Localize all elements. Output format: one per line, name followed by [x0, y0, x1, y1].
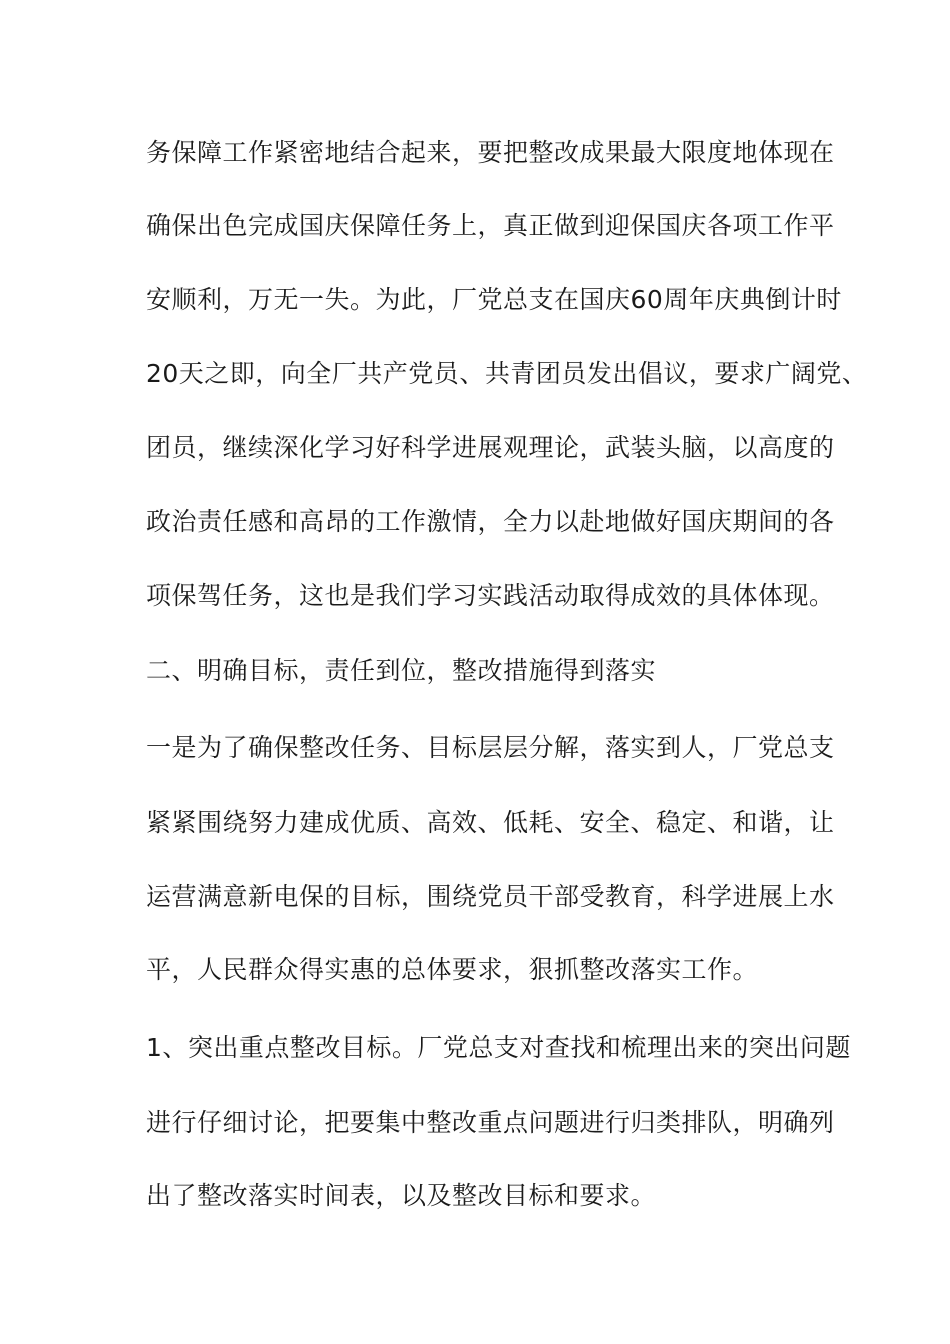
text-line: 1、突出重点整改目标。厂党总支对查找和梳理出来的突出问题	[146, 1033, 851, 1062]
text-line: 项保驾任务，这也是我们学习实践活动取得成效的具体体现。	[146, 581, 835, 610]
text-line: 20天之即，向全厂共产党员、共青团员发出倡议，要求广阔党、	[146, 359, 868, 388]
text-line: 团员，继续深化学习好科学进展观理论，武装头脑，以高度的	[146, 433, 835, 462]
text-line: 一是为了确保整改任务、目标层层分解，落实到人，厂党总支	[146, 733, 835, 762]
text-line: 出了整改落实时间表，以及整改目标和要求。	[146, 1181, 657, 1210]
section-heading: 二、明确目标，责任到位，整改措施得到落实	[146, 656, 657, 685]
text-line: 运营满意新电保的目标，围绕党员干部受教育，科学进展上水	[146, 882, 835, 911]
text-line: 紧紧围绕努力建成优质、高效、低耗、安全、稳定、和谐，让	[146, 808, 835, 837]
text-line: 务保障工作紧密地结合起来，要把整改成果最大限度地体现在	[146, 138, 835, 167]
text-line: 进行仔细讨论，把要集中整改重点问题进行归类排队，明确列	[146, 1108, 835, 1137]
text-line: 确保出色完成国庆保障任务上，真正做到迎保国庆各项工作平	[146, 211, 835, 240]
text-line: 政治责任感和高昂的工作激情，全力以赴地做好国庆期间的各	[146, 507, 835, 536]
text-line: 平，人民群众得实惠的总体要求，狠抓整改落实工作。	[146, 955, 759, 984]
text-line: 安顺利，万无一失。为此，厂党总支在国庆60周年庆典倒计时	[146, 285, 842, 314]
